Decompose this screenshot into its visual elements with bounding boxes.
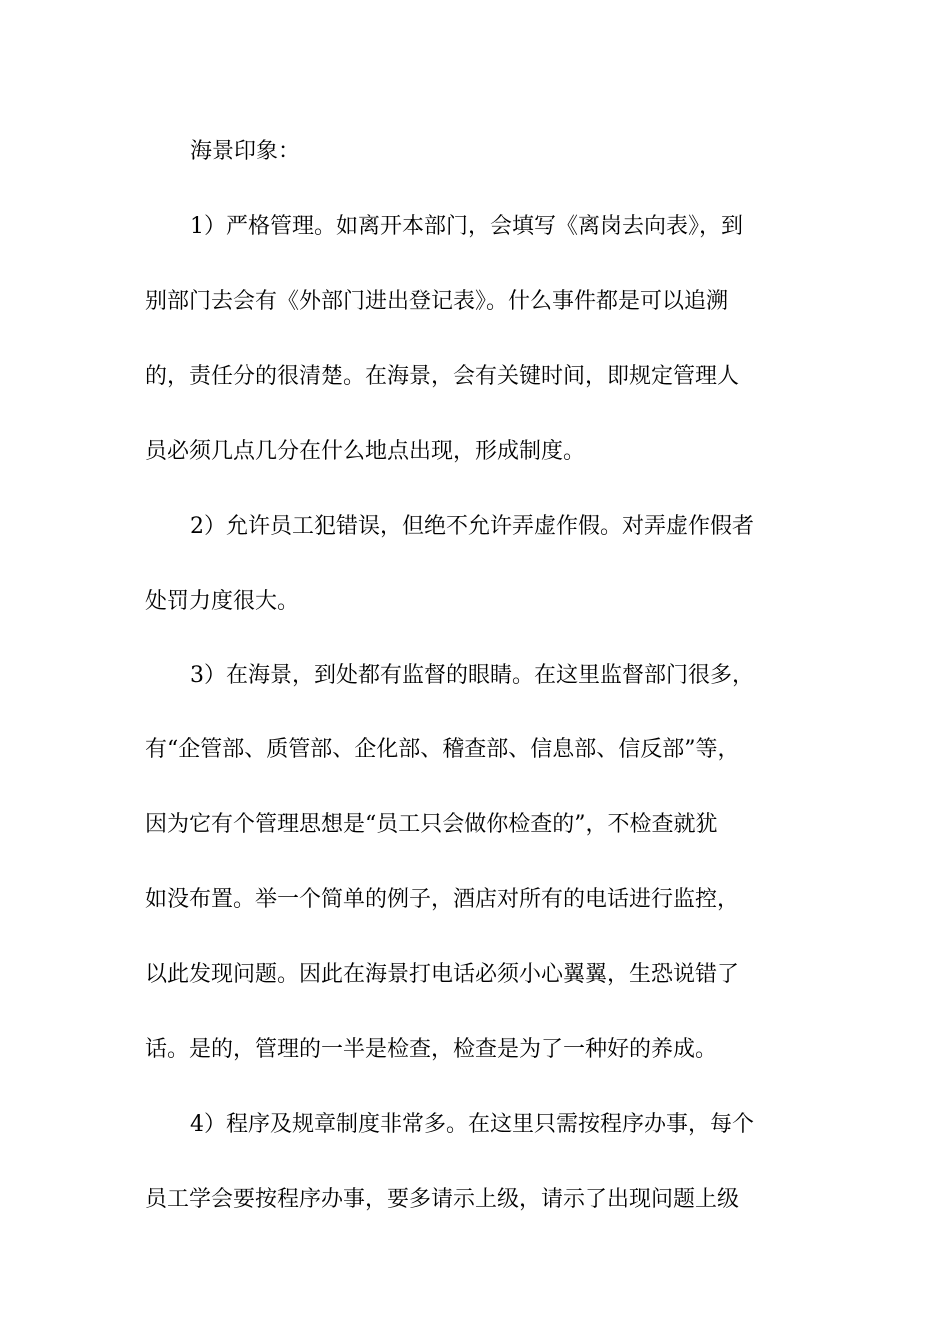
paragraph-line: 员工学会要按程序办事，要多请示上级，请示了出现问题上级 [145, 1187, 740, 1212]
paragraph-line: 因为它有个管理思想是“员工只会做你检查的”，不检查就犹 [145, 812, 718, 837]
paragraph-line: 员必须几点几分在什么地点出现，形成制度。 [145, 439, 586, 464]
paragraph-line: 别部门去会有《外部门进出登记表》。什么事件都是可以追溯 [145, 289, 729, 314]
paragraph-line: 处罚力度很大。 [145, 589, 300, 614]
paragraph-line: 的，责任分的很清楚。在海景，会有关键时间，即规定管理人 [145, 364, 740, 389]
paragraph-line: 话。是的，管理的一半是检查，检查是为了一种好的养成。 [145, 1037, 718, 1062]
section-heading: 海景印象： [190, 139, 301, 164]
paragraph-line: 4）程序及规章制度非常多。在这里只需按程序办事，每个 [190, 1112, 754, 1137]
paragraph-line: 2）允许员工犯错误，但绝不允许弄虚作假。对弄虚作假者 [190, 514, 754, 539]
paragraph-line: 有“企管部、质管部、企化部、稽查部、信息部、信反部”等， [145, 737, 740, 762]
paragraph-line: 如没布置。举一个简单的例子，酒店对所有的电话进行监控， [145, 887, 740, 912]
paragraph-line: 以此发现问题。因此在海景打电话必须小心翼翼，生恐说错了 [145, 962, 740, 987]
paragraph-line: 3）在海景，到处都有监督的眼睛。在这里监督部门很多， [190, 663, 754, 688]
paragraph-line: 1）严格管理。如离开本部门，会填写《离岗去向表》，到 [190, 214, 743, 239]
